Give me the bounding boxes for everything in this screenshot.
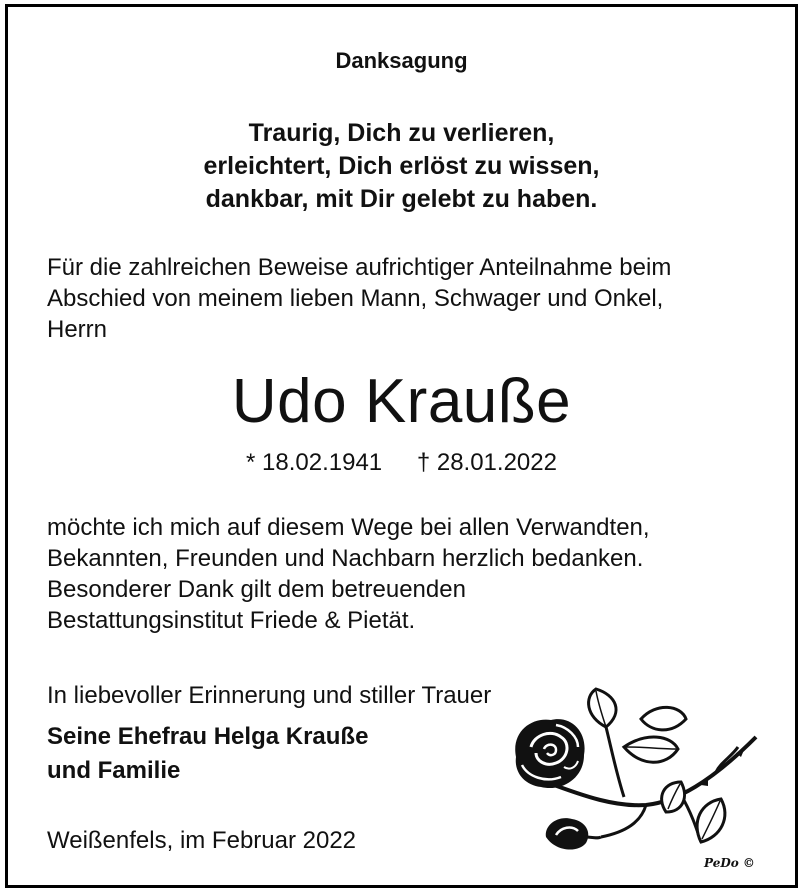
mourner-family: und Familie	[47, 757, 181, 784]
motto-line: erleichtert, Dich erlöst zu wissen,	[203, 152, 600, 180]
thanks-line: Besonderer Dank gilt dem betreuenden	[47, 576, 466, 603]
rose-icon	[506, 687, 766, 857]
place-and-date: Weißenfels, im Februar 2022	[47, 827, 357, 854]
deceased-name: Udo Krauße	[231, 367, 572, 436]
mourner-name: Seine Ehefrau Helga Krauße	[47, 723, 369, 750]
intro-paragraph	[47, 252, 767, 345]
life-dates	[8, 449, 795, 477]
intro-line: Für die zahlreichen Beweise aufrichtiger Anteilnahme beim	[47, 254, 672, 281]
death-date: † 28.01.2022	[416, 449, 557, 476]
thanks-line: möchte ich mich auf diesem Wege bei allen Verwandten,	[47, 514, 650, 541]
thanks-paragraph	[47, 512, 767, 636]
motto-line: dankbar, mit Dir gelebt zu haben.	[205, 185, 598, 213]
intro-line: Herrn	[47, 316, 108, 343]
notice-title: Danksagung	[335, 48, 468, 73]
thanks-line: Bekannten, Freunden und Nachbarn herzlich bedanken.	[47, 545, 644, 572]
obituary-card	[5, 4, 798, 888]
artist-signature: PeDo ©	[704, 856, 755, 870]
remembrance-line: In liebevoller Erinnerung und stiller Trauer	[47, 682, 492, 709]
intro-line: Abschied von meinem lieben Mann, Schwager und Onkel,	[47, 285, 664, 312]
thanks-line: Bestattungsinstitut Friede & Pietät.	[47, 607, 416, 634]
motto-line: Traurig, Dich zu verlieren,	[248, 119, 555, 147]
birth-date: * 18.02.1941	[246, 449, 383, 476]
motto	[8, 117, 795, 216]
